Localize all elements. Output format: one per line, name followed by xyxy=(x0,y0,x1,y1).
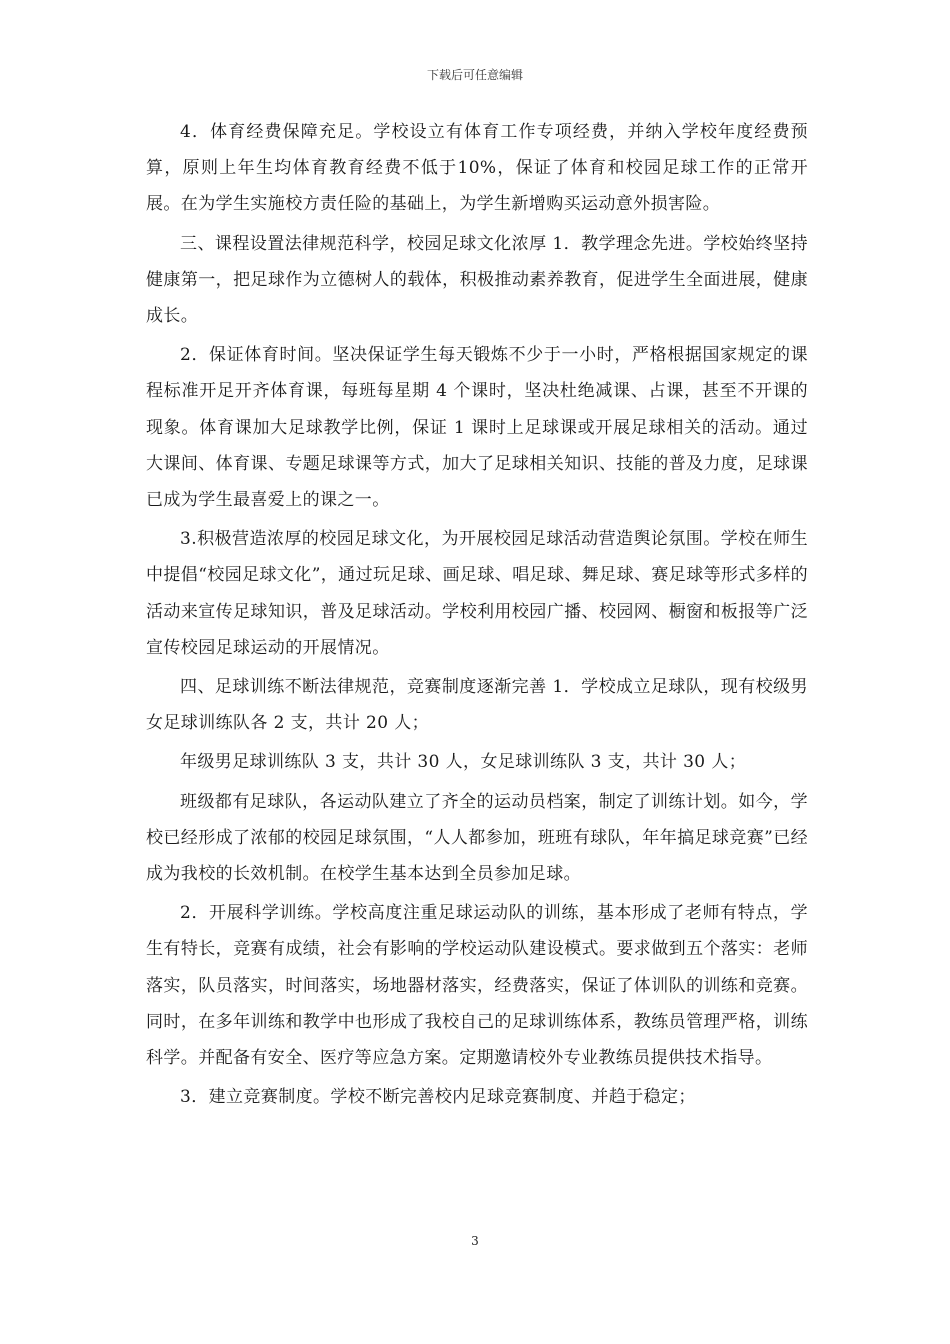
paragraph-class-teams: 班级都有足球队，各运动队建立了齐全的运动员档案，制定了训练计划。如今，学校已经形成了浓郁的校园足球氛围，“人人都参加，班班有球队，年年搞足球竞赛”已经成为我校的长效机制。在校学生基本达到全员参加足球。 xyxy=(146,791,808,885)
paragraph-competition-system: 3．建立竞赛制度。学校不断完善校内足球竞赛制度、并趋于稳定； xyxy=(180,1087,696,1108)
paragraph-training-teams: 四、足球训练不断法律规范，竞赛制度逐渐完善 1．学校成立足球队，现有校级男女足球训练队各 2 支，共计 20 人； xyxy=(146,677,808,734)
page-number: 3 xyxy=(471,1234,479,1248)
paragraph-scientific-training: 2．开展科学训练。学校高度注重足球运动队的训练，基本形成了老师有特点，学生有特长，竞赛有成绩，社会有影响的学校运动队建设模式。要求做到五个落实：老师落实，队员落实，时间落实，场地器材落实，经费落实，保证了体训队的训练和竞赛。同时，在多年训练和教学中也形成了我校自己的足球训练体系，教练员管理严格，训练科学。并配备有安全、医疗等应急方案。定期邀请校外专业教练员提供技术指导。 xyxy=(146,903,808,1069)
paragraph-curriculum: 三、课程设置法律规范科学，校园足球文化浓厚 1．教学理念先进。学校始终坚持健康第一，把足球作为立德树人的载体，积极推动素养教育，促进学生全面进展，健康成长。 xyxy=(146,233,808,327)
paragraph-funding: 4．体育经费保障充足。学校设立有体育工作专项经费，并纳入学校年度经费预算，原则上年生均体育教育经费不低于10%，保证了体育和校园足球工作的正常开展。在为学生实施校方责任险的基础上，为学生新增购买运动意外损害险。 xyxy=(146,122,808,215)
document-body xyxy=(146,114,808,1118)
paragraph-football-culture: 3.积极营造浓厚的校园足球文化，为开展校园足球活动营造舆论氛围。学校在师生中提倡“校园足球文化”，通过玩足球、画足球、唱足球、舞足球、赛足球等形式多样的活动来宣传足球知识，普及足球活动。学校利用校园广播、校园网、橱窗和板报等广泛宣传校园足球运动的开展情况。 xyxy=(146,529,808,658)
paragraph-pe-time: 2．保证体育时间。坚决保证学生每天锻炼不少于一小时，严格根据国家规定的课程标准开足开齐体育课，每班每星期 4 个课时，坚决杜绝减课、占课，甚至不开课的现象。体育课加大足球教学比例，保证 1 课时上足球课或开展足球相关的活动。通过大课间、体育课、专题足球课等方式，加大了足球相关知识、技能的普及力度，足球课已成为学生最喜爱上的课之一。 xyxy=(146,345,808,511)
page-header: 下载后可任意编辑 xyxy=(426,68,523,82)
paragraph-grade-teams: 年级男足球训练队 3 支，共计 30 人，女足球训练队 3 支，共计 30 人； xyxy=(180,752,747,773)
